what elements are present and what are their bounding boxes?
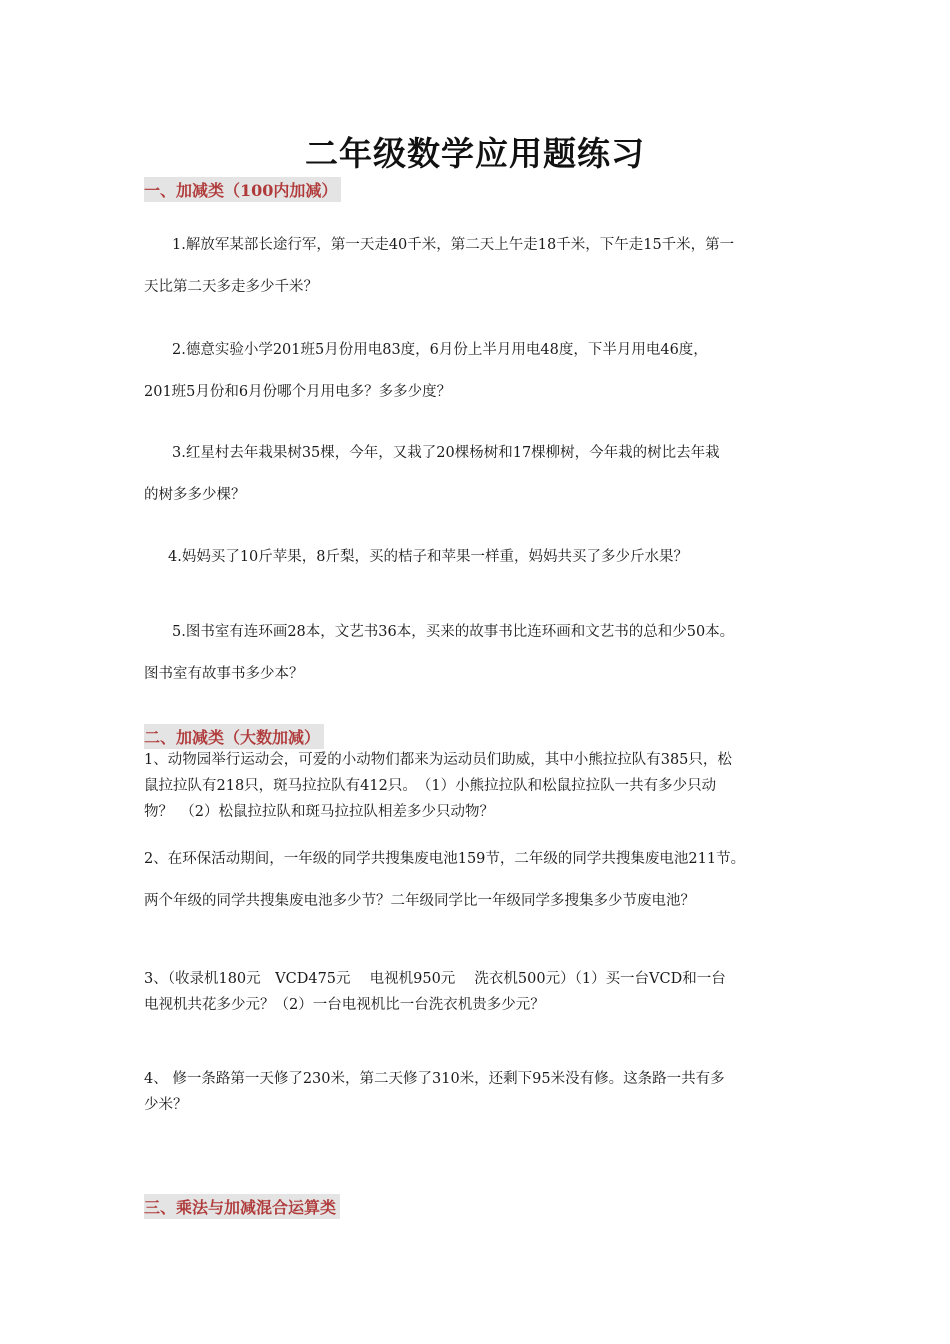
section-heading-2: 二、加减类（大数加减） — [144, 724, 324, 749]
question-2-1: 1、动物园举行运动会，可爱的小动物们都来为运动员们助威，其中小熊拉拉队有385只，松 鼠拉拉队有218只，斑马拉拉队有412只。 （1）小熊拉拉队和松鼠拉拉队一共有多少只动 物？ （2）松鼠拉拉队和斑马拉拉队相差多少只动物？ — [144, 752, 732, 820]
question-1-3: 3.红星村去年栽果树35棵，今年，又栽了20棵杨树和17棵柳树，今年栽的树比去年栽 的树多多少棵？ — [144, 445, 720, 503]
question-2-4: 4、 修一条路第一天修了230米，第二天修了310米，还剩下95米没有修。这条路一共有多 少米？ — [144, 1071, 725, 1113]
question-2-3: 3、（收录机180元 VCD475元 电视机950元 洗衣机500元）（1）买一台VCD和一台 电视机共花多少元？（2）一台电视机比一台洗衣机贵多少元？ — [144, 971, 726, 1013]
section-heading-1: 一、加减类（100内加减） — [144, 177, 341, 202]
section-heading-3: 三、乘法与加减混合运算类 — [144, 1194, 340, 1219]
question-1-4: 4.妈妈买了10斤苹果，8斤梨，买的桔子和苹果一样重，妈妈共买了多少斤水果？ — [168, 549, 689, 565]
question-1-2: 2.德意实验小学201班5月份用电83度，6月份上半月用电48度，下半月用电46度， 201班5月份和6月份哪个月用电多？多多少度？ — [144, 342, 708, 400]
page-title: 二年级数学应用题练习 — [305, 134, 645, 173]
question-2-2: 2、在环保活动期间，一年级的同学共搜集废电池159节，二年级的同学共搜集废电池211节。 两个年级的同学共搜集废电池多少节？二年级同学比一年级同学多搜集多少节废电池？ — [144, 851, 746, 909]
question-1-5: 5.图书室有连环画28本，文艺书36本，买来的故事书比连环画和文艺书的总和少50本。 图书室有故事书多少本？ — [144, 624, 735, 682]
question-1-1: 1.解放军某部长途行军，第一天走40千米，第二天上午走18千米，下午走15千米，第一 天比第二天多走多少千米？ — [144, 237, 735, 295]
